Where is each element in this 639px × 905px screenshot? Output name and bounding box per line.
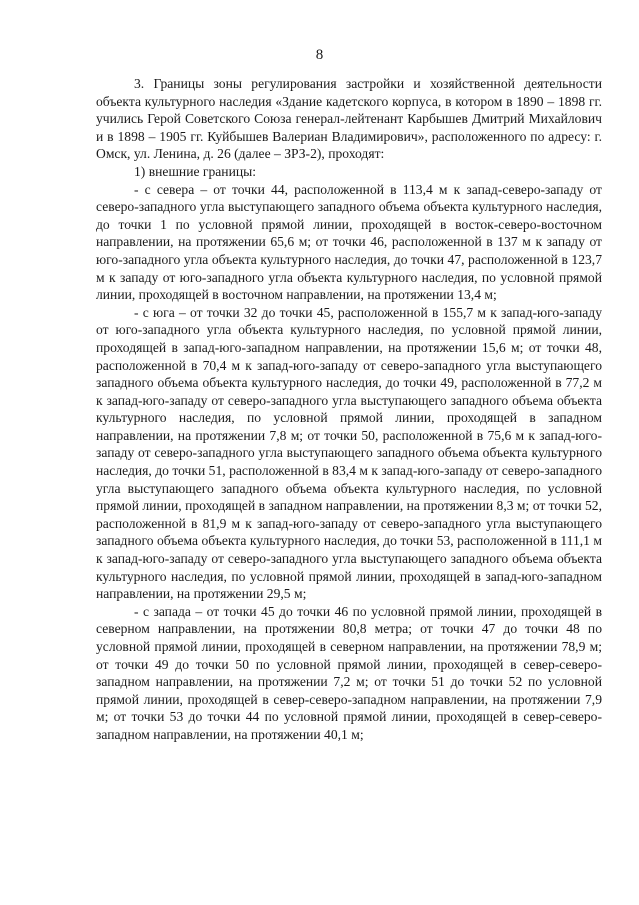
document-body [96, 75, 602, 744]
west-boundary-paragraph: - с запада – от точки 45 до точки 46 по условной прямой линии, проходящей в северном направлении, на протяжении 80,8 метра; от точки 47 до точки 48 по условной прямой линии, проходящей в северном направлении, на протяжении 78,9 м; от точки 49 до точки 50 по условной прямой линии, проходящей в север-северо-западном направлении, на протяжении 7,2 м; от точки 51 до точки 52 по условной прямой линии, проходящей в север-северо-западном направлении, на протяжении 7,9 м; от точки 53 до точки 44 по условной прямой линии, проходящей в север-северо-западном направлении, на протяжении 40,1 м; [96, 603, 602, 742]
section-heading-paragraph: 3. Границы зоны регулирования застройки и хозяйственной деятельности объекта культурного наследия «Здание кадетского корпуса, в котором в 1890 – 1898 гг. учились Герой Советского Союза генерал-лейтенант Карбышев Дмитрий Михайлович и в 1898 – 1905 гг. Куйбышев Валериан Владимирович», расположенного по адресу: г. Омск, ул. Ленина, д. 26 (далее – ЗРЗ-2), проходят: [96, 76, 602, 162]
section-subheading: 1) внешние границы: [134, 163, 257, 179]
south-boundary-paragraph: - с юга – от точки 32 до точки 45, расположенной в 155,7 м к запад-юго-западу от юго-западного угла объекта культурного наследия, по условной прямой линии, проходящей в запад-юго-западном направлении, на протяжении 15,6 м; от точки 48, расположенной в 70,4 м к запад-юго-западу от северо-западного угла выступающего западного объема объекта культурного наследия, до точки 49, расположенной в 77,2 м к запад-юго-западу от северо-западного угла выступающего западного объема объекта культурного наследия, по условной прямой линии, проходящей в западном направлении, на протяжении 7,8 м; от точки 50, расположенной в 75,6 м к запад-юго-западу от северо-западного угла выступающего западного объема объекта культурного наследия, до точки 51, расположенной в 83,4 м к запад-юго-западу от северо-западного угла выступающего западного объема объекта культурного наследия, по условной прямой линии, проходящей в западном направлении, на протяжении 8,3 м; от точки 52, расположенной в 81,9 м к запад-юго-западу от северо-западного угла выступающего западного объема объекта культурного наследия, до точки 53, расположенной в 111,1 м к запад-юго-западу от северо-западного угла выступающего западного объема объекта культурного наследия, по условной прямой линии, проходящей в запад-юго-западном направлении, на протяжении 29,5 м; [96, 304, 602, 602]
north-boundary-paragraph: - с севера – от точки 44, расположенной в 113,4 м к запад-северо-западу от северо-западного угла выступающего западного объема объекта культурного наследия, до точки 1 по условной прямой линии, проходящей в восток-северо-восточном направлении, на протяжении 65,6 м; от точки 46, расположенной в 137 м к западу от юго-западного угла объекта культурного наследия, до точки 47, расположенной в 123,7 м к западу от юго-западного угла объекта культурного наследия, по условной прямой линии, проходящей в восточном направлении, на протяжении 13,4 м; [96, 181, 602, 303]
page-number: 8 [315, 47, 324, 63]
